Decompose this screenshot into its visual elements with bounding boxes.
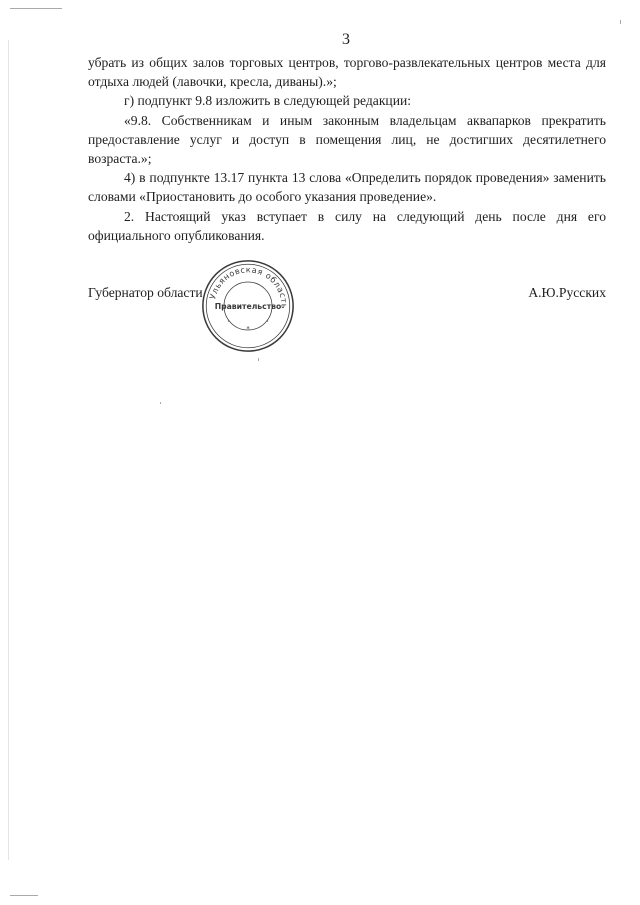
scan-artifact — [258, 358, 259, 361]
page-number: 3 — [342, 31, 350, 48]
document-body — [88, 53, 606, 245]
signatory-title: Губернатор области — [88, 285, 203, 300]
paragraph-continuation: убрать из общих залов торговых центров, торгово-развлекательных центров места для отдыха людей (лавочки, кресла, диваны).»; — [88, 55, 606, 90]
scan-artifact — [620, 20, 621, 24]
svg-text:*: * — [266, 320, 269, 326]
scan-artifact — [160, 402, 161, 404]
svg-text:Ульяновская область: Ульяновская область — [207, 264, 290, 310]
svg-text:Правительство: Правительство — [214, 301, 282, 311]
paragraph-item-4: 4) в подпункте 13.17 пункта 13 слова «Определить порядок проведения» заменить словами «Приостановить до особого указания проведение». — [88, 170, 606, 205]
svg-text:*: * — [246, 324, 250, 333]
svg-text:*: * — [227, 320, 230, 326]
paragraph-clause-2: 2. Настоящий указ вступает в силу на следующий день после дня его официального опубликования. — [88, 208, 606, 243]
paragraph-quote-9-8: «9.8. Собственникам и иным законным владельцам аквапарков прекратить предоставление услуг и доступ в помещения лиц, не достигших десятилетнего возраста.»; — [88, 112, 606, 167]
scan-artifact — [10, 895, 38, 896]
scan-artifact — [10, 8, 62, 9]
paragraph-subitem-g: г) подпункт 9.8 изложить в следующей редакции: — [124, 93, 412, 109]
signatory-name: А.Ю.Русских — [528, 285, 606, 300]
official-seal-stamp — [200, 258, 296, 354]
scan-artifact — [8, 40, 9, 860]
